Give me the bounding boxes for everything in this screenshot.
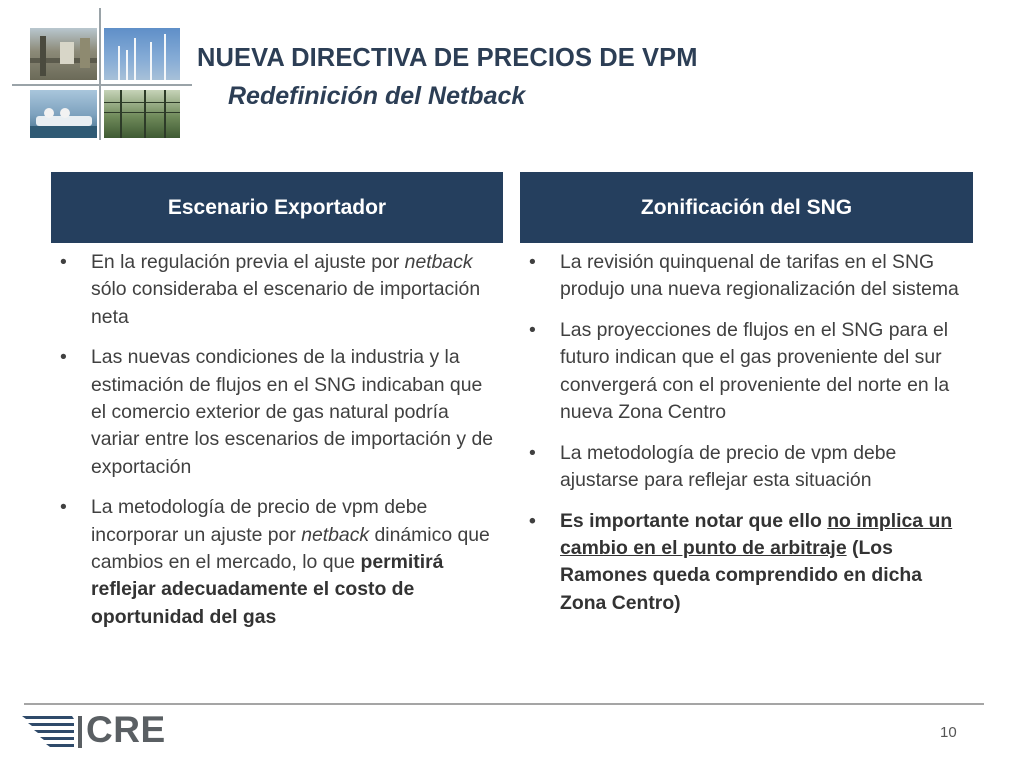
left-bullet-list xyxy=(58,249,494,631)
list-item: • Es importante notar que ello no implica un cambio en el punto de arbitraje (Los Ramones queda comprendido en dicha Zona Centro) xyxy=(527,508,967,617)
list-item: • En la regulación previa el ajuste por netback sólo consideraba el escenario de importación neta xyxy=(58,249,494,331)
power-lines-photo xyxy=(104,90,180,138)
left-column-heading: Escenario Exportador xyxy=(167,195,387,219)
right-column-heading: Zonificación del SNG xyxy=(640,195,853,219)
lng-tanker-photo xyxy=(30,90,97,138)
industrial-plant-photo xyxy=(30,28,97,80)
list-item: • Las proyecciones de flujos en el SNG para el futuro indican que el gas proveniente del sur convergerá con el proveniente del norte en la nueva Zona Centro xyxy=(527,317,967,426)
footer-divider xyxy=(24,703,984,705)
cre-logo-text: CRE xyxy=(86,709,166,750)
right-column-header xyxy=(520,172,973,243)
list-item: • La metodología de precio de vpm debe ajustarse para reflejar esta situación xyxy=(527,440,967,495)
list-item: • La metodología de precio de vpm debe incorporar un ajuste por netback dinámico que cambios en el mercado, lo que permitirá reflejar adecuadamente el costo de oportunidad del gas xyxy=(58,494,494,630)
slide-title: NUEVA DIRECTIVA DE PRECIOS DE VPM xyxy=(197,44,698,72)
right-bullet-list xyxy=(527,249,967,617)
list-item: • La revisión quinquenal de tarifas en el SNG produjo una nueva regionalización del sistema xyxy=(527,249,967,304)
left-column-body xyxy=(58,249,494,644)
slide-subtitle: Redefinición del Netback xyxy=(228,82,526,110)
page-number: 10 xyxy=(940,724,957,741)
left-column-header xyxy=(51,172,503,243)
wind-turbines-photo xyxy=(104,28,180,80)
list-item: • Las nuevas condiciones de la industria y la estimación de flujos en el SNG indicaban que el comercio exterior de gas natural podría variar entre los escenarios de importación y de exportación xyxy=(58,344,494,480)
right-column-body xyxy=(527,249,967,631)
header-photo-collage xyxy=(12,8,192,140)
